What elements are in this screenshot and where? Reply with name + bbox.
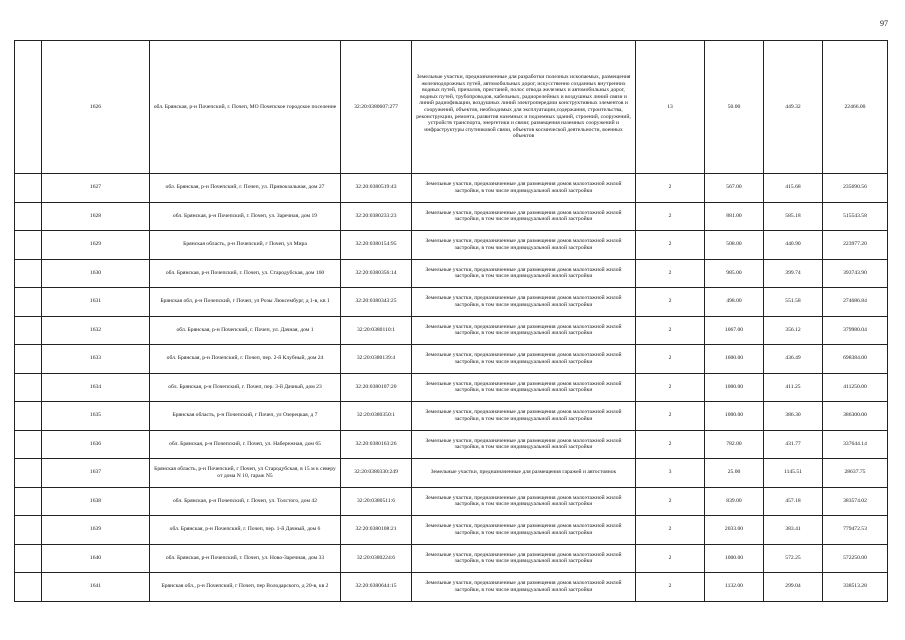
table-row: [15, 41, 888, 174]
cell-permitted-use: Земельные участки, предназначенные для разработки полезных ископаемых, размещения железнодорожных путей, автомобильных дорог, искусственно созданных внутренних водных путей, причалов, пристаней, полос отвода железных и автомобильных дорог, водных путей, трубопроводов, кабельных, радиорелейных и воздушных линий связи и линий радиофикации, воздушных линий электропередачи конструктивных элементов и сооружений, объектов, необходимых для эксплуатации,содержания, строительства, реконструкции, ремонта, развития наземных и подземных зданий, строений, сооружений, устройств транспорта, энергетики и связи; размещения наземных сооружений и инфраструктуры спутниковой связи, объектов космической деятельности, военных объектов: [412, 41, 636, 174]
cell-address: обл. Брянская, р-н Почепский, г. Почеп, ул. Привокзальная, дом 27: [150, 174, 341, 203]
cell-cadastral-number: 32:20:0380154:95: [341, 231, 412, 260]
cell-group: 13: [636, 41, 705, 174]
cell-address: обл. Брянская, р-н Почепский, г. Почеп, МО Почепское городское поселение: [150, 41, 341, 174]
cell-permitted-use: Земельные участки, предназначенные для размещения домов малоэтажной жилой застройки, в том числе индивидуальной жилой застройки: [412, 316, 636, 345]
cell-address: Брянская обл., р-н Почепский, г Почеп, пер Володарского, д 20-в, кв 2: [150, 573, 341, 602]
cell-address: Брянская область, р-н Почепский, г Почеп, ул Стародубская, в 15 м к северу от дома N 10, гараж N5: [150, 459, 341, 488]
cell-permitted-use: Земельные участки, предназначенные для размещения домов малоэтажной жилой застройки, в том числе индивидуальной жилой застройки: [412, 174, 636, 203]
cell-group: 2: [636, 373, 705, 402]
cell-value: 383574.02: [823, 487, 888, 516]
cell-row-id: 1631: [42, 288, 150, 317]
cell-group: 2: [636, 516, 705, 545]
cell-group: 2: [636, 544, 705, 573]
cell-cadastral-number: 32:20:0380356:14: [341, 259, 412, 288]
cell-group: 2: [636, 288, 705, 317]
cell-rate: 839.00: [705, 487, 764, 516]
cell-area: 436.49: [764, 345, 823, 374]
cell-rate: 985.00: [705, 259, 764, 288]
cell-empty: [15, 41, 42, 174]
cell-rate: 2033.00: [705, 516, 764, 545]
table-row: [15, 430, 888, 459]
cell-value: 411250.00: [823, 373, 888, 402]
cell-value: 28637.75: [823, 459, 888, 488]
cell-cadastral-number: 32:20:0380519:43: [341, 174, 412, 203]
cell-group: 2: [636, 174, 705, 203]
table-row: [15, 459, 888, 488]
cell-cadastral-number: 32:20:0380233:23: [341, 202, 412, 231]
cell-empty: [15, 430, 42, 459]
cell-empty: [15, 459, 42, 488]
table-row: [15, 487, 888, 516]
table-body: [15, 41, 888, 602]
cell-address: Брянская область, р-н Почепский, г Почеп, ул Озерецкая, д 7: [150, 402, 341, 431]
cell-cadastral-number: 32:20:0380343:25: [341, 288, 412, 317]
cell-rate: 25.00: [705, 459, 764, 488]
table-row: [15, 573, 888, 602]
cell-cadastral-number: 32:20:0380108:21: [341, 516, 412, 545]
cell-rate: 567.00: [705, 174, 764, 203]
table-row: [15, 345, 888, 374]
cell-area: 457.18: [764, 487, 823, 516]
cell-address: обл. Брянская, р-н Почепский, г. Почеп, ул. Толстого, дом 42: [150, 487, 341, 516]
cell-row-id: 1635: [42, 402, 150, 431]
cell-address: обл. Брянская, р-н Почепский, г. Почеп, ул. Ново-Заречная, дом 33: [150, 544, 341, 573]
cell-area: 399.74: [764, 259, 823, 288]
cell-value: 274686.84: [823, 288, 888, 317]
cell-empty: [15, 288, 42, 317]
cell-row-id: 1640: [42, 544, 150, 573]
cell-permitted-use: Земельные участки, предназначенные для размещения домов малоэтажной жилой застройки, в том числе индивидуальной жилой застройки: [412, 288, 636, 317]
cell-empty: [15, 345, 42, 374]
cell-permitted-use: Земельные участки, предназначенные для размещения домов малоэтажной жилой застройки, в том числе индивидуальной жилой застройки: [412, 373, 636, 402]
cell-empty: [15, 487, 42, 516]
cell-cadastral-number: 32:20:0380330:249: [341, 459, 412, 488]
cell-empty: [15, 202, 42, 231]
cell-address: Брянская обл, р-н Почепский, г Почеп, ул Розы Люксембург, д 1-в, кв 1: [150, 288, 341, 317]
table-row: [15, 402, 888, 431]
cell-rate: 1132.00: [705, 573, 764, 602]
cell-permitted-use: Земельные участки, предназначенные для размещения домов малоэтажной жилой застройки, в том числе индивидуальной жилой застройки: [412, 573, 636, 602]
cell-value: 779472.53: [823, 516, 888, 545]
cell-cadastral-number: 32:20:0380139:4: [341, 345, 412, 374]
cell-group: 3: [636, 459, 705, 488]
cell-cadastral-number: 32:20:0380107:20: [341, 373, 412, 402]
cell-rate: 1067.00: [705, 316, 764, 345]
cell-permitted-use: Земельные участки, предназначенные для размещения домов малоэтажной жилой застройки, в том числе индивидуальной жилой застройки: [412, 516, 636, 545]
cell-area: 415.68: [764, 174, 823, 203]
cell-address: Брянская область, р-н Почепский, г Почеп, ул Мира: [150, 231, 341, 260]
cell-permitted-use: Земельные участки, предназначенные для размещения домов малоэтажной жилой застройки, в том числе индивидуальной жилой застройки: [412, 402, 636, 431]
cell-cadastral-number: 32:20:0380511:6: [341, 487, 412, 516]
cell-area: 411.25: [764, 373, 823, 402]
cell-permitted-use: Земельные участки, предназначенные для размещения домов малоэтажной жилой застройки, в том числе индивидуальной жилой застройки: [412, 202, 636, 231]
cell-row-id: 1627: [42, 174, 150, 203]
cell-value: 223977.20: [823, 231, 888, 260]
cell-address: обл. Брянская, р-н Почепский, г. Почеп, пер. 2-й Клубный, дом 24: [150, 345, 341, 374]
cell-area: 386.30: [764, 402, 823, 431]
cell-value: 235690.56: [823, 174, 888, 203]
cell-address: обл. Брянская, р-н Почепский, г. Почеп, ул. Набережная, дом 65: [150, 430, 341, 459]
cell-empty: [15, 544, 42, 573]
cell-value: 386300.00: [823, 402, 888, 431]
table-row: [15, 231, 888, 260]
cell-group: 2: [636, 259, 705, 288]
cell-group: 2: [636, 202, 705, 231]
cell-permitted-use: Земельные участки, предназначенные для размещения домов малоэтажной жилой застройки, в том числе индивидуальной жилой застройки: [412, 345, 636, 374]
cell-empty: [15, 174, 42, 203]
cell-area: 585.18: [764, 202, 823, 231]
cell-row-id: 1636: [42, 430, 150, 459]
cell-address: обл. Брянская, р-н Почепский, г. Почеп, ул. Заречная, дом 19: [150, 202, 341, 231]
cell-row-id: 1626: [42, 41, 150, 174]
cell-value: 515543.58: [823, 202, 888, 231]
cell-row-id: 1634: [42, 373, 150, 402]
cell-rate: 1000.00: [705, 544, 764, 573]
cell-value: 393743.90: [823, 259, 888, 288]
cell-cadastral-number: 32:20:0380350:1: [341, 402, 412, 431]
cell-permitted-use: Земельные участки, предназначенные для размещения гаражей и автостоянок: [412, 459, 636, 488]
cell-rate: 881.00: [705, 202, 764, 231]
cell-rate: 1000.00: [705, 373, 764, 402]
cell-value: 572250.00: [823, 544, 888, 573]
cell-cadastral-number: 32:20:0380644:15: [341, 573, 412, 602]
cell-address: обл. Брянская, р-н Почепский, г. Почеп, пер. 1-й Дачный, дом 6: [150, 516, 341, 545]
cell-row-id: 1641: [42, 573, 150, 602]
cell-value: 338513.28: [823, 573, 888, 602]
cell-empty: [15, 402, 42, 431]
cell-value: 337644.14: [823, 430, 888, 459]
cell-rate: 498.00: [705, 288, 764, 317]
cell-address: обл. Брянская, р-н Почепский, г. Почеп, пер. 3-й Дачный, дом 23: [150, 373, 341, 402]
cell-group: 2: [636, 316, 705, 345]
cell-area: 449.32: [764, 41, 823, 174]
cell-value: 22466.00: [823, 41, 888, 174]
cell-cadastral-number: 32:20:0380224:6: [341, 544, 412, 573]
cell-rate: 508.00: [705, 231, 764, 260]
cell-row-id: 1633: [42, 345, 150, 374]
cell-area: 356.12: [764, 316, 823, 345]
table-row: [15, 259, 888, 288]
cell-rate: 50.00: [705, 41, 764, 174]
cell-empty: [15, 259, 42, 288]
cell-empty: [15, 516, 42, 545]
cell-area: 1145.51: [764, 459, 823, 488]
cell-row-id: 1637: [42, 459, 150, 488]
cell-row-id: 1628: [42, 202, 150, 231]
table-row: [15, 316, 888, 345]
cell-row-id: 1629: [42, 231, 150, 260]
cell-group: 2: [636, 402, 705, 431]
page-number: 97: [880, 19, 888, 28]
cell-empty: [15, 231, 42, 260]
cell-group: 2: [636, 231, 705, 260]
cell-empty: [15, 573, 42, 602]
cell-cadastral-number: 32:20:0380163:26: [341, 430, 412, 459]
cell-value: 698384.00: [823, 345, 888, 374]
cell-area: 440.90: [764, 231, 823, 260]
cell-group: 2: [636, 345, 705, 374]
cell-row-id: 1638: [42, 487, 150, 516]
land-register-table: [14, 40, 888, 602]
cell-empty: [15, 316, 42, 345]
cell-rate: 1600.00: [705, 345, 764, 374]
cell-group: 2: [636, 573, 705, 602]
cell-permitted-use: Земельные участки, предназначенные для размещения домов малоэтажной жилой застройки, в том числе индивидуальной жилой застройки: [412, 430, 636, 459]
cell-row-id: 1630: [42, 259, 150, 288]
cell-row-id: 1639: [42, 516, 150, 545]
table-row: [15, 544, 888, 573]
table-row: [15, 174, 888, 203]
cell-cadastral-number: 32:20:0380607:277: [341, 41, 412, 174]
cell-address: обл. Брянская, р-н Почепский, г. Почеп, ул. Стародубская, дом 160: [150, 259, 341, 288]
table-row: [15, 516, 888, 545]
cell-permitted-use: Земельные участки, предназначенные для размещения домов малоэтажной жилой застройки, в том числе индивидуальной жилой застройки: [412, 544, 636, 573]
cell-area: 572.25: [764, 544, 823, 573]
cell-area: 551.58: [764, 288, 823, 317]
cell-permitted-use: Земельные участки, предназначенные для размещения домов малоэтажной жилой застройки, в том числе индивидуальной жилой застройки: [412, 231, 636, 260]
cell-value: 379980.04: [823, 316, 888, 345]
table-row: [15, 373, 888, 402]
cell-group: 2: [636, 487, 705, 516]
cell-cadastral-number: 32:20:0380110:1: [341, 316, 412, 345]
cell-empty: [15, 373, 42, 402]
cell-area: 431.77: [764, 430, 823, 459]
cell-area: 383.41: [764, 516, 823, 545]
cell-row-id: 1632: [42, 316, 150, 345]
cell-group: 2: [636, 430, 705, 459]
cell-rate: 1000.00: [705, 402, 764, 431]
cell-address: обл. Брянская, р-н Почепский, г. Почеп, ул. Дачная, дом 1: [150, 316, 341, 345]
table-row: [15, 202, 888, 231]
cell-area: 299.04: [764, 573, 823, 602]
table-row: [15, 288, 888, 317]
cell-permitted-use: Земельные участки, предназначенные для размещения домов малоэтажной жилой застройки, в том числе индивидуальной жилой застройки: [412, 487, 636, 516]
cell-permitted-use: Земельные участки, предназначенные для размещения домов малоэтажной жилой застройки, в том числе индивидуальной жилой застройки: [412, 259, 636, 288]
cell-rate: 782.00: [705, 430, 764, 459]
